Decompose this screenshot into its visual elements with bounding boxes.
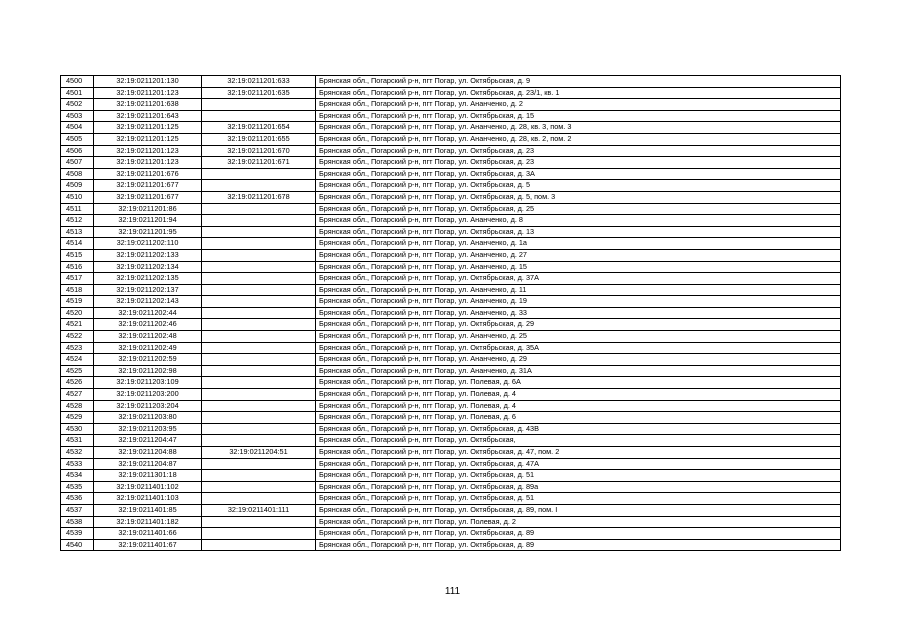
table-row	[61, 389, 841, 401]
cadastral-number-cell: 32:19:0211203:109	[94, 377, 202, 389]
table-row	[61, 87, 841, 99]
related-cadastral-number-cell	[202, 342, 316, 354]
address-cell: Брянская обл., Погарский р-н, пгт Погар, ул. Октябрьская, д. 89	[316, 539, 841, 551]
related-cadastral-number-cell	[202, 273, 316, 285]
table-row	[61, 458, 841, 470]
row-number-cell: 4521	[61, 319, 94, 331]
cadastral-number-cell: 32:19:0211201:677	[94, 191, 202, 203]
row-number-cell: 4505	[61, 133, 94, 145]
address-cell: Брянская обл., Погарский р-н, пгт Погар, ул. Ананченко, д. 31А	[316, 365, 841, 377]
cadastral-number-cell: 32:19:0211201:638	[94, 99, 202, 111]
related-cadastral-number-cell: 32:19:0211201:671	[202, 157, 316, 169]
row-number-cell: 4537	[61, 504, 94, 516]
row-number-cell: 4512	[61, 215, 94, 227]
address-cell: Брянская обл., Погарский р-н, пгт Погар, ул. Октябрьская, д. 5, пом. 3	[316, 191, 841, 203]
cadastral-number-cell: 32:19:0211401:182	[94, 516, 202, 528]
registry-table	[60, 75, 841, 551]
address-cell: Брянская обл., Погарский р-н, пгт Погар, ул. Октябрьская,	[316, 435, 841, 447]
cadastral-number-cell: 32:19:0211202:135	[94, 273, 202, 285]
related-cadastral-number-cell	[202, 215, 316, 227]
address-cell: Брянская обл., Погарский р-н, пгт Погар, ул. Октябрьская, д. 29	[316, 319, 841, 331]
address-cell: Брянская обл., Погарский р-н, пгт Погар, ул. Ананченко, д. 28, кв. 2, пом. 2	[316, 133, 841, 145]
address-cell: Брянская обл., Погарский р-н, пгт Погар, ул. Ананченко, д. 19	[316, 296, 841, 308]
table-row	[61, 447, 841, 459]
address-cell: Брянская обл., Погарский р-н, пгт Погар, ул. Октябрьская, д. 3А	[316, 168, 841, 180]
row-number-cell: 4536	[61, 493, 94, 505]
address-cell: Брянская обл., Погарский р-н, пгт Погар, ул. Октябрьская, д. 47, пом. 2	[316, 447, 841, 459]
row-number-cell: 4501	[61, 87, 94, 99]
related-cadastral-number-cell	[202, 412, 316, 424]
row-number-cell: 4527	[61, 389, 94, 401]
address-cell: Брянская обл., Погарский р-н, пгт Погар, ул. Ананченко, д. 2	[316, 99, 841, 111]
cadastral-number-cell: 32:19:0211201:125	[94, 133, 202, 145]
cadastral-number-cell: 32:19:0211201:130	[94, 76, 202, 88]
related-cadastral-number-cell	[202, 284, 316, 296]
related-cadastral-number-cell	[202, 539, 316, 551]
row-number-cell: 4517	[61, 273, 94, 285]
related-cadastral-number-cell	[202, 249, 316, 261]
row-number-cell: 4534	[61, 470, 94, 482]
address-cell: Брянская обл., Погарский р-н, пгт Погар, ул. Ананченко, д. 27	[316, 249, 841, 261]
address-cell: Брянская обл., Погарский р-н, пгт Погар, ул. Октябрьская, д. 89а	[316, 481, 841, 493]
cadastral-number-cell: 32:19:0211203:200	[94, 389, 202, 401]
related-cadastral-number-cell	[202, 493, 316, 505]
address-cell: Брянская обл., Погарский р-н, пгт Погар, ул. Октябрьская, д. 25	[316, 203, 841, 215]
table-row	[61, 331, 841, 343]
related-cadastral-number-cell	[202, 110, 316, 122]
related-cadastral-number-cell	[202, 377, 316, 389]
cadastral-number-cell: 32:19:0211201:123	[94, 145, 202, 157]
address-cell: Брянская обл., Погарский р-н, пгт Погар, ул. Октябрьская, д. 5	[316, 180, 841, 192]
row-number-cell: 4510	[61, 191, 94, 203]
table-row	[61, 261, 841, 273]
cadastral-number-cell: 32:19:0211401:67	[94, 539, 202, 551]
related-cadastral-number-cell	[202, 528, 316, 540]
cadastral-number-cell: 32:19:0211202:49	[94, 342, 202, 354]
related-cadastral-number-cell: 32:19:0211201:635	[202, 87, 316, 99]
table-row	[61, 133, 841, 145]
table-row	[61, 168, 841, 180]
address-cell: Брянская обл., Погарский р-н, пгт Погар, ул. Октябрьская, д. 23/1, кв. 1	[316, 87, 841, 99]
related-cadastral-number-cell: 32:19:0211201:655	[202, 133, 316, 145]
row-number-cell: 4513	[61, 226, 94, 238]
table-row	[61, 296, 841, 308]
related-cadastral-number-cell	[202, 261, 316, 273]
cadastral-number-cell: 32:19:0211201:123	[94, 157, 202, 169]
cadastral-number-cell: 32:19:0211202:59	[94, 354, 202, 366]
address-cell: Брянская обл., Погарский р-н, пгт Погар, ул. Октябрьская, д. 43В	[316, 423, 841, 435]
row-number-cell: 4526	[61, 377, 94, 389]
related-cadastral-number-cell	[202, 203, 316, 215]
related-cadastral-number-cell	[202, 470, 316, 482]
cadastral-number-cell: 32:19:0211204:87	[94, 458, 202, 470]
row-number-cell: 4532	[61, 447, 94, 459]
related-cadastral-number-cell	[202, 400, 316, 412]
table-row	[61, 504, 841, 516]
table-row	[61, 493, 841, 505]
row-number-cell: 4538	[61, 516, 94, 528]
table-row	[61, 319, 841, 331]
cadastral-number-cell: 32:19:0211203:204	[94, 400, 202, 412]
related-cadastral-number-cell	[202, 99, 316, 111]
row-number-cell: 4539	[61, 528, 94, 540]
address-cell: Брянская обл., Погарский р-н, пгт Погар, ул. Октябрьская, д. 13	[316, 226, 841, 238]
row-number-cell: 4530	[61, 423, 94, 435]
related-cadastral-number-cell	[202, 389, 316, 401]
cadastral-number-cell: 32:19:0211202:98	[94, 365, 202, 377]
row-number-cell: 4533	[61, 458, 94, 470]
row-number-cell: 4516	[61, 261, 94, 273]
related-cadastral-number-cell: 32:19:0211204:51	[202, 447, 316, 459]
address-cell: Брянская обл., Погарский р-н, пгт Погар, ул. Октябрьская, д. 51	[316, 470, 841, 482]
row-number-cell: 4506	[61, 145, 94, 157]
address-cell: Брянская обл., Погарский р-н, пгт Погар, ул. Октябрьская, д. 15	[316, 110, 841, 122]
row-number-cell: 4503	[61, 110, 94, 122]
related-cadastral-number-cell	[202, 180, 316, 192]
related-cadastral-number-cell	[202, 238, 316, 250]
row-number-cell: 4535	[61, 481, 94, 493]
table-row	[61, 180, 841, 192]
row-number-cell: 4520	[61, 307, 94, 319]
table-row	[61, 470, 841, 482]
row-number-cell: 4531	[61, 435, 94, 447]
related-cadastral-number-cell	[202, 435, 316, 447]
row-number-cell: 4522	[61, 331, 94, 343]
row-number-cell: 4514	[61, 238, 94, 250]
address-cell: Брянская обл., Погарский р-н, пгт Погар, ул. Полевая, д. 6	[316, 412, 841, 424]
cadastral-number-cell: 32:19:0211203:95	[94, 423, 202, 435]
address-cell: Брянская обл., Погарский р-н, пгт Погар, ул. Полевая, д. 4	[316, 400, 841, 412]
table-row	[61, 435, 841, 447]
table-row	[61, 481, 841, 493]
cadastral-number-cell: 32:19:0211202:44	[94, 307, 202, 319]
row-number-cell: 4504	[61, 122, 94, 134]
related-cadastral-number-cell	[202, 458, 316, 470]
row-number-cell: 4515	[61, 249, 94, 261]
address-cell: Брянская обл., Погарский р-н, пгт Погар, ул. Октябрьская, д. 51	[316, 493, 841, 505]
cadastral-number-cell: 32:19:0211202:110	[94, 238, 202, 250]
address-cell: Брянская обл., Погарский р-н, пгт Погар, ул. Октябрьская, д. 9	[316, 76, 841, 88]
address-cell: Брянская обл., Погарский р-н, пгт Погар, ул. Октябрьская, д. 35А	[316, 342, 841, 354]
cadastral-number-cell: 32:19:0211401:66	[94, 528, 202, 540]
row-number-cell: 4507	[61, 157, 94, 169]
related-cadastral-number-cell	[202, 307, 316, 319]
row-number-cell: 4524	[61, 354, 94, 366]
table-row	[61, 539, 841, 551]
related-cadastral-number-cell	[202, 481, 316, 493]
related-cadastral-number-cell	[202, 296, 316, 308]
page-number: 111	[444, 586, 461, 597]
table-row	[61, 203, 841, 215]
table-row	[61, 354, 841, 366]
row-number-cell: 4502	[61, 99, 94, 111]
table-row	[61, 122, 841, 134]
related-cadastral-number-cell: 32:19:0211201:633	[202, 76, 316, 88]
table-row	[61, 423, 841, 435]
related-cadastral-number-cell	[202, 319, 316, 331]
registry-table-body	[61, 76, 841, 551]
address-cell: Брянская обл., Погарский р-н, пгт Погар, ул. Ананченко, д. 11	[316, 284, 841, 296]
address-cell: Брянская обл., Погарский р-н, пгт Погар, ул. Октябрьская, д. 23	[316, 157, 841, 169]
row-number-cell: 4511	[61, 203, 94, 215]
table-row	[61, 238, 841, 250]
cadastral-number-cell: 32:19:0211202:137	[94, 284, 202, 296]
cadastral-number-cell: 32:19:0211201:123	[94, 87, 202, 99]
related-cadastral-number-cell: 32:19:0211401:111	[202, 504, 316, 516]
table-row	[61, 110, 841, 122]
address-cell: Брянская обл., Погарский р-н, пгт Погар, ул. Октябрьская, д. 37А	[316, 273, 841, 285]
row-number-cell: 4525	[61, 365, 94, 377]
row-number-cell: 4509	[61, 180, 94, 192]
row-number-cell: 4508	[61, 168, 94, 180]
table-row	[61, 528, 841, 540]
related-cadastral-number-cell	[202, 354, 316, 366]
address-cell: Брянская обл., Погарский р-н, пгт Погар, ул. Полевая, д. 6А	[316, 377, 841, 389]
address-cell: Брянская обл., Погарский р-н, пгт Погар, ул. Октябрьская, д. 47А	[316, 458, 841, 470]
cadastral-number-cell: 32:19:0211201:676	[94, 168, 202, 180]
cadastral-number-cell: 32:19:0211202:48	[94, 331, 202, 343]
related-cadastral-number-cell	[202, 226, 316, 238]
table-row	[61, 400, 841, 412]
row-number-cell: 4523	[61, 342, 94, 354]
row-number-cell: 4529	[61, 412, 94, 424]
table-row	[61, 249, 841, 261]
cadastral-number-cell: 32:19:0211202:46	[94, 319, 202, 331]
cadastral-number-cell: 32:19:0211203:80	[94, 412, 202, 424]
cadastral-number-cell: 32:19:0211401:103	[94, 493, 202, 505]
row-number-cell: 4540	[61, 539, 94, 551]
cadastral-number-cell: 32:19:0211204:88	[94, 447, 202, 459]
related-cadastral-number-cell	[202, 365, 316, 377]
table-row	[61, 191, 841, 203]
table-row	[61, 99, 841, 111]
table-row	[61, 157, 841, 169]
table-row	[61, 145, 841, 157]
cadastral-number-cell: 32:19:0211401:85	[94, 504, 202, 516]
row-number-cell: 4528	[61, 400, 94, 412]
related-cadastral-number-cell: 32:19:0211201:670	[202, 145, 316, 157]
related-cadastral-number-cell: 32:19:0211201:678	[202, 191, 316, 203]
table-row	[61, 307, 841, 319]
related-cadastral-number-cell	[202, 516, 316, 528]
address-cell: Брянская обл., Погарский р-н, пгт Погар, ул. Полевая, д. 2	[316, 516, 841, 528]
address-cell: Брянская обл., Погарский р-н, пгт Погар, ул. Октябрьская, д. 89	[316, 528, 841, 540]
address-cell: Брянская обл., Погарский р-н, пгт Погар, ул. Ананченко, д. 1а	[316, 238, 841, 250]
cadastral-number-cell: 32:19:0211202:134	[94, 261, 202, 273]
table-row	[61, 284, 841, 296]
related-cadastral-number-cell	[202, 168, 316, 180]
related-cadastral-number-cell: 32:19:0211201:654	[202, 122, 316, 134]
address-cell: Брянская обл., Погарский р-н, пгт Погар, ул. Октябрьская, д. 23	[316, 145, 841, 157]
table-row	[61, 516, 841, 528]
related-cadastral-number-cell	[202, 331, 316, 343]
cadastral-number-cell: 32:19:0211201:95	[94, 226, 202, 238]
address-cell: Брянская обл., Погарский р-н, пгт Погар, ул. Ананченко, д. 33	[316, 307, 841, 319]
row-number-cell: 4519	[61, 296, 94, 308]
cadastral-number-cell: 32:19:0211201:643	[94, 110, 202, 122]
address-cell: Брянская обл., Погарский р-н, пгт Погар, ул. Ананченко, д. 29	[316, 354, 841, 366]
cadastral-number-cell: 32:19:0211202:133	[94, 249, 202, 261]
address-cell: Брянская обл., Погарский р-н, пгт Погар, ул. Октябрьская, д. 89, пом. I	[316, 504, 841, 516]
cadastral-number-cell: 32:19:0211201:677	[94, 180, 202, 192]
table-row	[61, 365, 841, 377]
address-cell: Брянская обл., Погарский р-н, пгт Погар, ул. Ананченко, д. 28, кв. 3, пом. 3	[316, 122, 841, 134]
address-cell: Брянская обл., Погарский р-н, пгт Погар, ул. Ананченко, д. 25	[316, 331, 841, 343]
address-cell: Брянская обл., Погарский р-н, пгт Погар, ул. Полевая, д. 4	[316, 389, 841, 401]
cadastral-number-cell: 32:19:0211201:125	[94, 122, 202, 134]
related-cadastral-number-cell	[202, 423, 316, 435]
cadastral-number-cell: 32:19:0211301:18	[94, 470, 202, 482]
cadastral-number-cell: 32:19:0211204:47	[94, 435, 202, 447]
row-number-cell: 4500	[61, 76, 94, 88]
table-row	[61, 226, 841, 238]
cadastral-number-cell: 32:19:0211202:143	[94, 296, 202, 308]
cadastral-number-cell: 32:19:0211401:102	[94, 481, 202, 493]
table-row	[61, 273, 841, 285]
row-number-cell: 4518	[61, 284, 94, 296]
table-row	[61, 412, 841, 424]
table-row	[61, 377, 841, 389]
table-row	[61, 76, 841, 88]
address-cell: Брянская обл., Погарский р-н, пгт Погар, ул. Ананченко, д. 15	[316, 261, 841, 273]
cadastral-number-cell: 32:19:0211201:86	[94, 203, 202, 215]
table-row	[61, 215, 841, 227]
cadastral-number-cell: 32:19:0211201:94	[94, 215, 202, 227]
address-cell: Брянская обл., Погарский р-н, пгт Погар, ул. Ананченко, д. 8	[316, 215, 841, 227]
table-row	[61, 342, 841, 354]
